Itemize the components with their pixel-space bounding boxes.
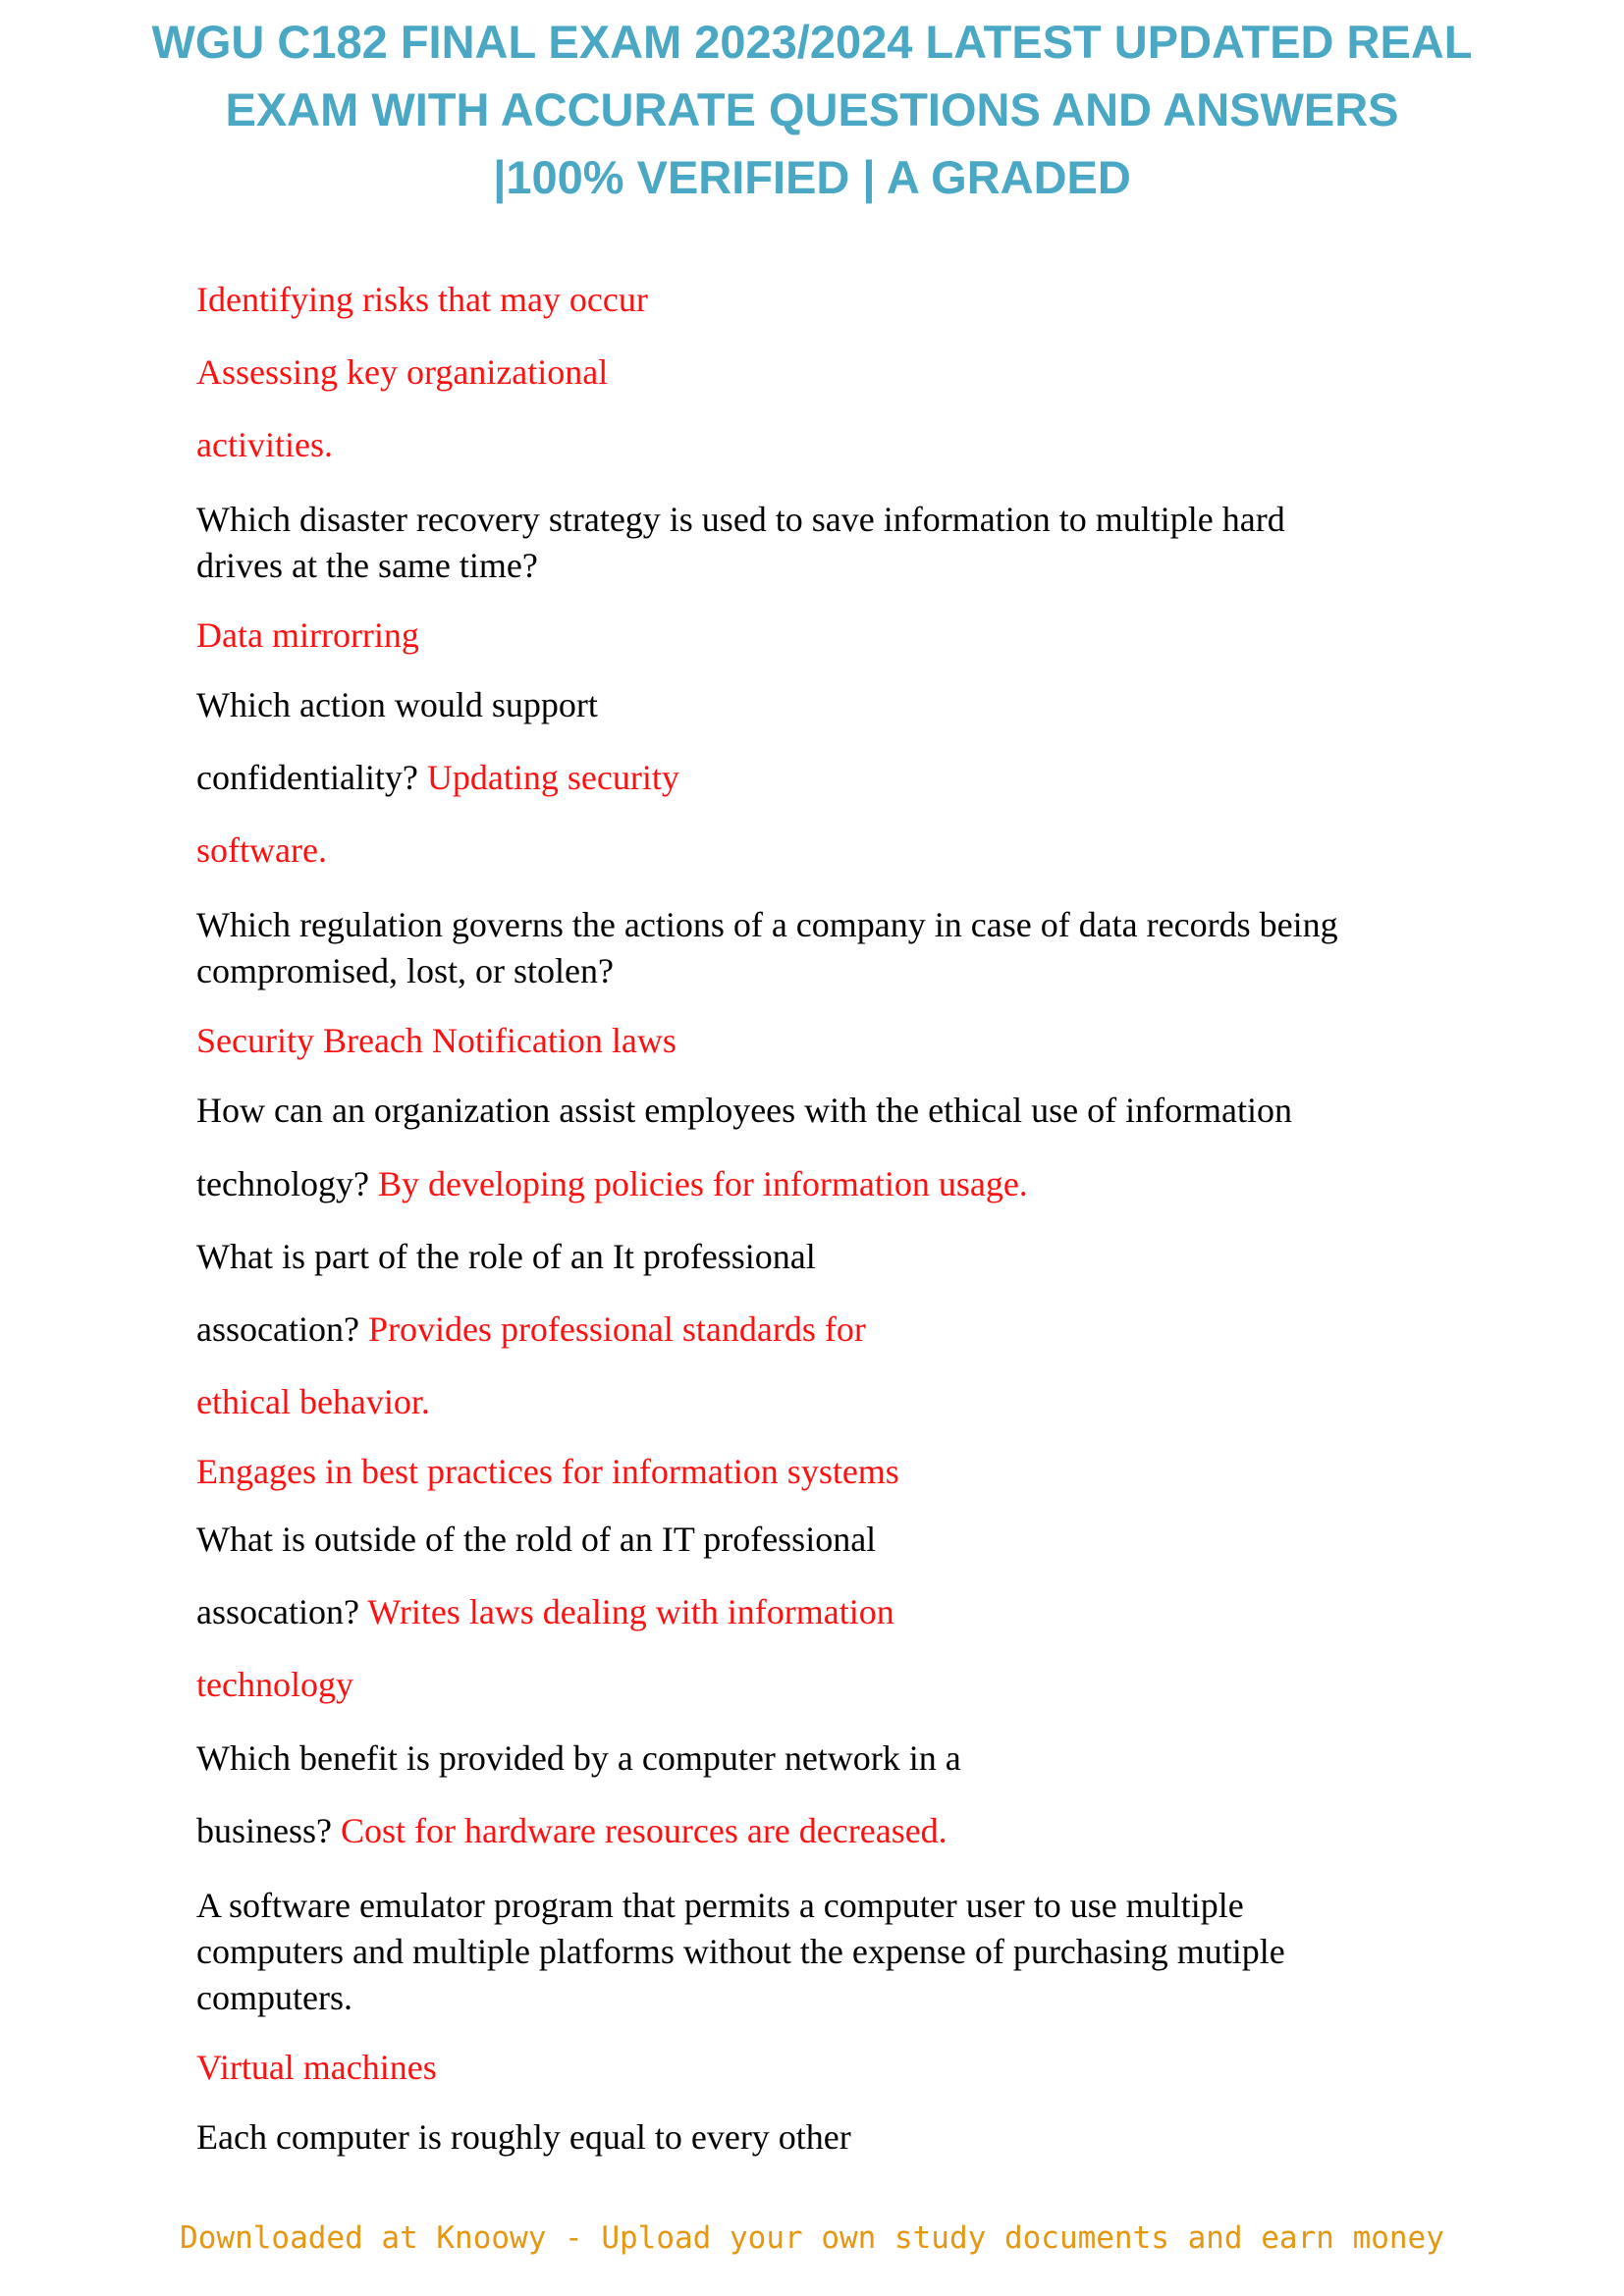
question-line: Which regulation governs the actions of a company in case of data records being — [196, 905, 1338, 944]
question-text: technology? — [196, 1164, 369, 1203]
answer-line: activities. — [196, 425, 333, 464]
document-title — [0, 8, 1624, 211]
question-line: compromised, lost, or stolen? — [196, 951, 614, 990]
answer-line: technology — [196, 1665, 353, 1704]
question-line: Which disaster recovery strategy is used to save information to multiple hard — [196, 500, 1285, 539]
question-line: computers. — [196, 1978, 352, 2017]
question-line: Each computer is roughly equal to every other — [196, 2117, 851, 2157]
question-text: business? — [196, 1811, 332, 1850]
title-line-2: EXAM WITH ACCURATE QUESTIONS AND ANSWERS — [225, 83, 1399, 135]
answer-line: Assessing key organizational — [196, 352, 609, 392]
title-line-3: |100% VERIFIED | A GRADED — [493, 151, 1131, 203]
question-line: What is outside of the rold of an IT professional — [196, 1520, 877, 1559]
answer-line: Security Breach Notification laws — [196, 1021, 677, 1060]
answer-line: Identifying risks that may occur — [196, 280, 648, 319]
answer-line: Data mirrorring — [196, 615, 419, 655]
download-footer: Downloaded at Knoowy - Upload your own study documents and earn money — [180, 2220, 1444, 2256]
mixed-line — [196, 1808, 947, 1853]
question-text: confidentiality? — [196, 758, 418, 797]
answer-text: Writes laws dealing with information — [367, 1592, 894, 1631]
answer-line: Engages in best practices for information systems — [196, 1452, 899, 1491]
title-line-1: WGU C182 FINAL EXAM 2023/2024 LATEST UPDATED REAL — [151, 16, 1473, 68]
answer-text: Cost for hardware resources are decreased. — [341, 1811, 947, 1850]
answer-line: Virtual machines — [196, 2048, 437, 2087]
question-line: computers and multiple platforms without the expense of purchasing mutiple — [196, 1932, 1285, 1971]
question-text: assocation? — [196, 1309, 359, 1349]
answer-line: ethical behavior. — [196, 1382, 430, 1421]
question-line: What is part of the role of an It professional — [196, 1237, 816, 1276]
question-line: A software emulator program that permits a computer user to use multiple — [196, 1886, 1244, 1925]
question-line: How can an organization assist employees with the ethical use of information — [196, 1091, 1293, 1130]
mixed-line — [196, 755, 679, 800]
question-line: Which action would support — [196, 685, 598, 724]
answer-text: By developing policies for information usage. — [377, 1164, 1028, 1203]
mixed-line — [196, 1589, 894, 1634]
answer-text: Updating security — [426, 758, 679, 797]
mixed-line — [196, 1161, 1028, 1206]
question-text: assocation? — [196, 1592, 359, 1631]
answer-text: Provides professional standards for — [367, 1309, 866, 1349]
question-line: drives at the same time? — [196, 546, 538, 585]
mixed-line — [196, 1307, 866, 1352]
answer-line: software. — [196, 830, 327, 870]
question-line: Which benefit is provided by a computer network in a — [196, 1738, 961, 1778]
